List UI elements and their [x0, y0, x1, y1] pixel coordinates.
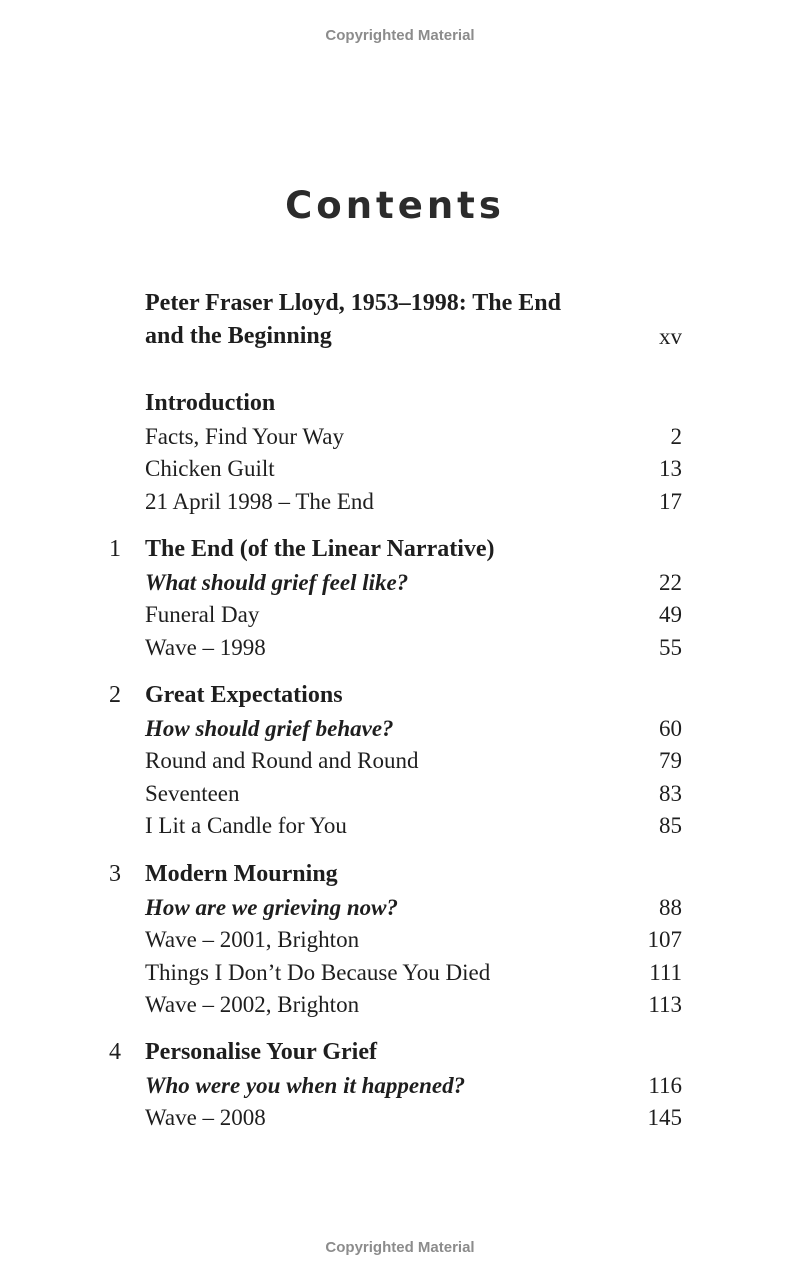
toc-entry[interactable]	[145, 485, 682, 518]
chapter-number: 2	[109, 682, 121, 708]
page-number: 79	[659, 748, 682, 773]
entry-title: Round and Round and Round	[145, 748, 419, 773]
page-number: 145	[647, 1105, 682, 1130]
entry-title: Wave – 2002, Brighton	[145, 992, 360, 1017]
entry-title: Chicken Guilt	[145, 456, 275, 481]
chapter-heading-text: The End (of the Linear Narrative)	[145, 536, 495, 562]
chapter-heading-text: Great Expectations	[145, 682, 343, 708]
toc-entry[interactable]	[145, 420, 682, 453]
entry-title: How are we grieving now?	[145, 895, 399, 920]
entry-title: Wave – 2001, Brighton	[145, 927, 360, 952]
page-number: 107	[647, 927, 682, 952]
entry-title: Wave – 2008	[145, 1105, 266, 1130]
toc-entry[interactable]	[145, 988, 682, 1021]
toc-entry-prologue-cont[interactable]	[145, 320, 682, 353]
chapter-heading[interactable]	[145, 679, 682, 712]
prologue-title-line-2: and the Beginning	[145, 323, 332, 349]
toc-entry[interactable]	[145, 452, 682, 485]
page-number: 111	[649, 960, 682, 985]
entry-title: I Lit a Candle for You	[145, 813, 347, 838]
page-title: Contents	[285, 184, 505, 227]
chapter-heading-text: Modern Mourning	[145, 861, 338, 887]
toc-entry[interactable]	[145, 631, 682, 664]
chapter-heading[interactable]	[145, 1036, 682, 1069]
page-number: xv	[659, 324, 682, 349]
entry-title: Funeral Day	[145, 602, 260, 627]
toc-entry[interactable]	[145, 1069, 682, 1102]
copyright-watermark-bottom: Copyrighted Material	[325, 1239, 475, 1256]
toc-entry[interactable]	[145, 956, 682, 989]
chapter-number: 4	[109, 1039, 121, 1065]
toc-entry[interactable]	[145, 712, 682, 745]
page-number: 83	[659, 781, 682, 806]
page-number: 85	[659, 813, 682, 838]
page-number: 22	[659, 570, 682, 595]
section-heading-introduction[interactable]	[145, 387, 682, 420]
toc-entry[interactable]	[145, 809, 682, 842]
chapter-number: 3	[109, 861, 121, 887]
toc-entry[interactable]	[145, 566, 682, 599]
page-number: 88	[659, 895, 682, 920]
entry-title: Facts, Find Your Way	[145, 424, 345, 449]
toc-entry[interactable]	[145, 923, 682, 956]
entry-title: Things I Don’t Do Because You Died	[145, 960, 491, 985]
toc-entry[interactable]	[145, 1101, 682, 1134]
page-number: 60	[659, 716, 682, 741]
page-number: 49	[659, 602, 682, 627]
entry-title: Who were you when it happened?	[145, 1073, 466, 1098]
entry-title: Wave – 1998	[145, 635, 266, 660]
copyright-watermark-top: Copyrighted Material	[325, 27, 475, 44]
toc-entry[interactable]	[145, 891, 682, 924]
chapter-heading[interactable]	[145, 533, 682, 566]
page-number: 55	[659, 635, 682, 660]
entry-title: 21 April 1998 – The End	[145, 489, 374, 514]
entry-title: What should grief feel like?	[145, 570, 409, 595]
prologue-title-line-1: Peter Fraser Lloyd, 1953–1998: The End	[145, 290, 561, 316]
toc-entry[interactable]	[145, 744, 682, 777]
page-number: 2	[670, 424, 682, 449]
toc-entry[interactable]	[145, 598, 682, 631]
entry-title: Seventeen	[145, 781, 240, 806]
toc-entry[interactable]	[145, 777, 682, 810]
section-heading-text: Introduction	[145, 390, 276, 416]
toc-entry-prologue[interactable]	[145, 287, 682, 320]
page-number: 13	[659, 456, 682, 481]
chapter-heading[interactable]	[145, 858, 682, 891]
page-number: 113	[648, 992, 682, 1017]
chapter-number: 1	[109, 536, 121, 562]
entry-title: How should grief behave?	[145, 716, 394, 741]
page-number: 17	[659, 489, 682, 514]
chapter-heading-text: Personalise Your Grief	[145, 1039, 377, 1065]
page-number: 116	[648, 1073, 682, 1098]
